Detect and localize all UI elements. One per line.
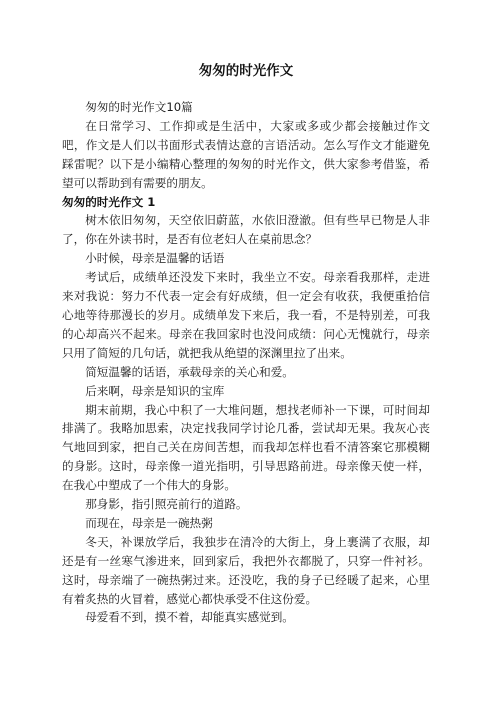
paragraph: 冬天，补课放学后，我独步在清冷的大街上，身上裹满了衣服，却还是有一丝寒气渗进来，回到家后，我把外衣都脱了，只穿一件衬衫。这时，母亲端了一碗热粥过来。还没吃，我的身子已经暖了起来，心里有着炙热的火冒着，感觉心都快承受不住这份爱。: [62, 534, 430, 606]
document-title: 匆匆的时光作文: [198, 63, 294, 79]
paragraph: 简短温馨的话语，承载母亲的关心和爱。: [85, 364, 294, 379]
paragraph: 在日常学习、工作抑或是生活中，大家或多或少都会接触过作文吧，作文是人们以书面形式表情达意的言语活动。怎么写作文才能避免踩雷呢？以下是小编精心整理的匆匆的时光作文，供大家参考借鉴，希望可以帮助到有需要的朋友。: [62, 118, 430, 190]
paragraph: 期末前期，我心中积了一大堆问题，想找老师补一下课，可时间却排满了。我略加思索，决定找我同学讨论几番，尝试却无果。我灰心丧气地回到家，把自己关在房间苦想，而我却怎样也看不清答案它那模糊的身影。这时，母亲像一道光指明，引导思路前进。母亲像天使一样，在我心中塑成了一个伟大的身影。: [62, 402, 430, 493]
section-heading: 匆匆的时光作文 1: [62, 194, 156, 209]
paragraph: 那身影，指引照亮前行的道路。: [85, 497, 248, 512]
document-body: [62, 98, 430, 627]
paragraph: 而现在，母亲是一碗热粥: [85, 515, 213, 530]
paragraph: 母爱看不到，摸不着，却能真实感觉到。: [85, 610, 294, 625]
paragraph: 匆匆的时光作文10篇: [85, 100, 193, 114]
paragraph: 考试后，成绩单还没发下来时，我坐立不安。母亲看我那样，走进来对我说：努力不代表一定会有好成绩，但一定会有收获，我便重拾信心地等待那漫长的岁月。成绩单发下来后，我一看，不是特别差，可我的心却高兴不起来。母亲在我回家时也没问成绩：问心无愧就行，母亲只用了简短的几句话，就把我从绝望的深渊里拉了出来。: [62, 270, 430, 360]
paragraph: 树木依旧匆匆，天空依旧蔚蓝，水依旧澄澈。但有些早已物是人非了，你在外读书时，是否有位老妇人在桌前思念？: [62, 213, 430, 247]
paragraph: 后来啊，母亲是知识的宝库: [85, 383, 225, 398]
paragraph: 小时候，母亲是温馨的话语: [85, 251, 225, 266]
